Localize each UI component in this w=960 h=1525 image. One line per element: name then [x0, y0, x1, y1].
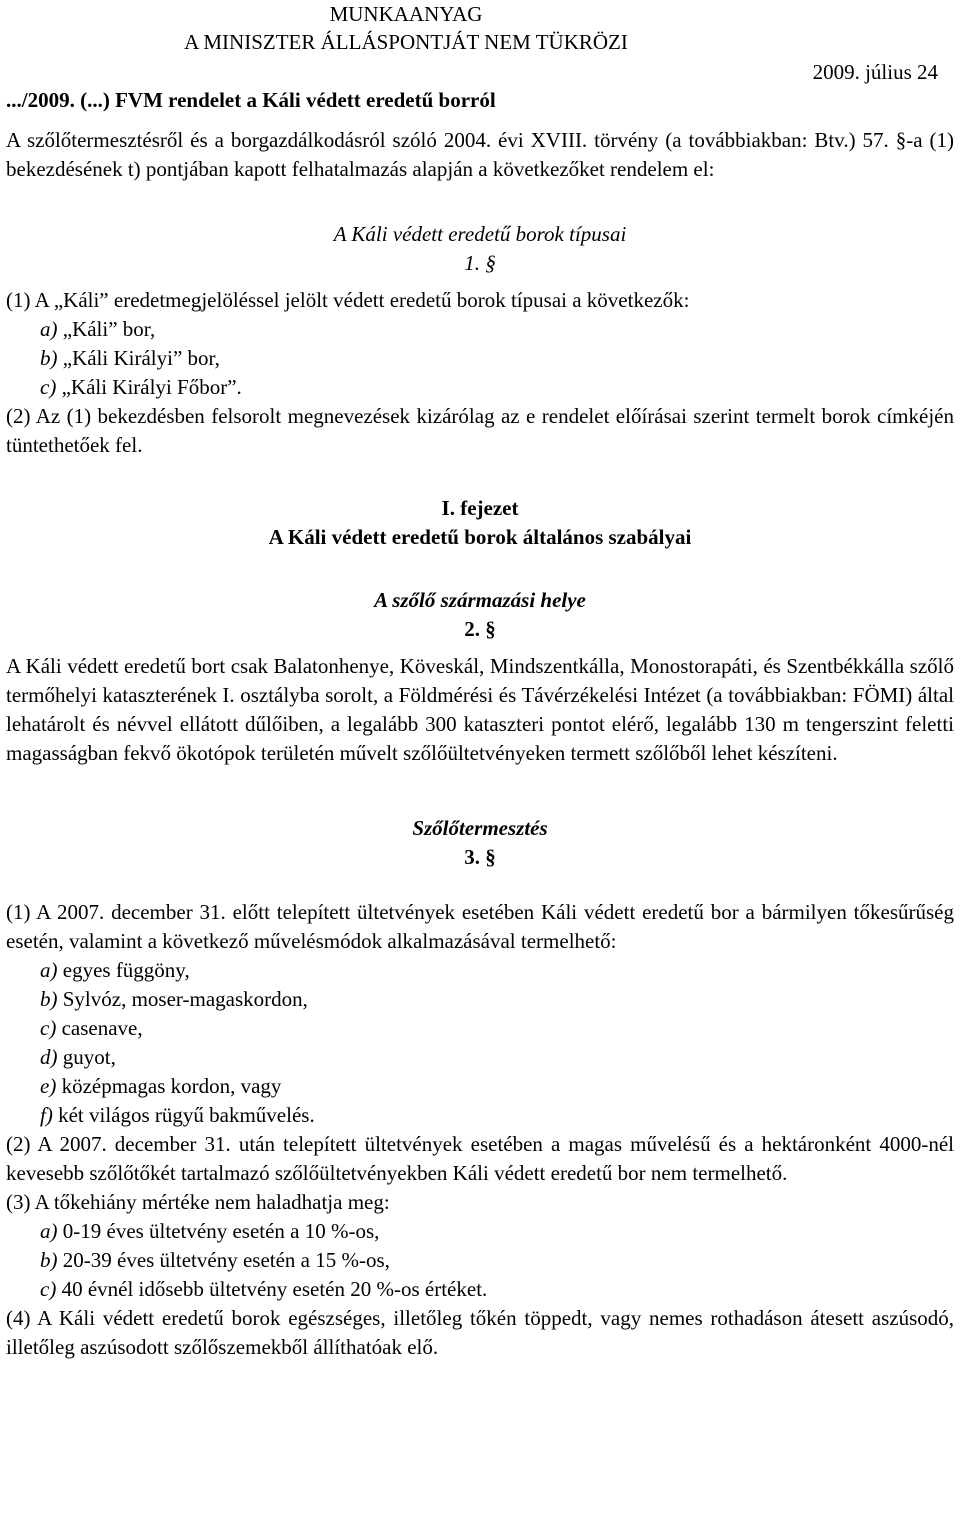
- list-item: [6, 1014, 954, 1043]
- list-letter: a): [40, 1219, 58, 1243]
- document-date: 2009. július 24: [812, 60, 938, 84]
- draft-header: [126, 0, 686, 56]
- section-2-heading: A szőlő származási helye: [374, 588, 586, 612]
- section-3-paragraph-4: (4) A Káli védett eredetű borok egészséges, illetőleg tőkén töppedt, vagy nemes rothadáson átesett aszúsodó, illetőleg aszúsodott szőlőszemekből állíthatóak elő.: [6, 1306, 954, 1359]
- list-letter: e): [40, 1074, 57, 1098]
- list-text: casenave,: [61, 1016, 143, 1040]
- section-3-number: 3. §: [464, 845, 496, 869]
- list-letter: d): [40, 1045, 58, 1069]
- list-letter: b): [40, 346, 58, 370]
- list-item: [6, 1043, 954, 1072]
- list-item: [6, 315, 954, 344]
- list-item: [6, 1217, 954, 1246]
- section-1-heading: A Káli védett eredetű borok típusai: [333, 222, 627, 246]
- section-2-text: A Káli védett eredetű bort csak Balatonhenye, Köveskál, Mindszentkálla, Monostorapáti, és Szentbékkálla szőlő termőhelyi kataszterének I. osztályba sorolt, a Földmérési és Távérzékelési Intézet (a továbbiakban: FÖMI) által lehatárolt és névvel ellátott dűlőiben, a legalább 300 kataszteri pontot elérő, legalább 130 m tengerszint feletti magasságban fekvő ökotópok területén művelt szőlőültetvényeken termett szőlőből lehet készíteni.: [6, 654, 954, 765]
- list-text: „Káli” bor,: [62, 317, 156, 341]
- list-text: 0-19 éves ültetvény esetén a 10 %-os,: [62, 1219, 380, 1243]
- list-text: guyot,: [62, 1045, 116, 1069]
- list-text: 20-39 éves ültetvény esetén a 15 %-os,: [62, 1248, 390, 1272]
- list-text: „Káli Királyi” bor,: [62, 346, 220, 370]
- list-item: [6, 1246, 954, 1275]
- section-2-number: 2. §: [464, 617, 496, 641]
- list-text: két világos rügyű bakművelés.: [58, 1103, 315, 1127]
- list-letter: b): [40, 987, 58, 1011]
- preamble: A szőlőtermesztésről és a borgazdálkodásról szóló 2004. évi XVIII. törvény (a továbbiakban: Btv.) 57. §-a (1) bekezdésének t) pontjában kapott felhatalmazás alapján a következőket rendelem el:: [6, 128, 954, 181]
- section-3-paragraph-1: (1) A 2007. december 31. előtt telepített ültetvények esetében Káli védett eredetű bor a bármilyen tőkesűrűség esetén, valamint a következő művelésmódok alkalmazásával termelhető:: [6, 900, 954, 953]
- list-letter: f): [40, 1103, 53, 1127]
- chapter-label: I. fejezet: [441, 496, 519, 520]
- list-text: „Káli Királyi Főbor”.: [61, 375, 242, 399]
- list-item: [6, 1101, 954, 1130]
- list-item: [6, 373, 954, 402]
- list-item: [6, 985, 954, 1014]
- section-3-paragraph-3: (3) A tőkehiány mértéke nem haladhatja meg:: [6, 1190, 390, 1214]
- section-1-paragraph-2: (2) Az (1) bekezdésben felsorolt megnevezések kizárólag az e rendelet előírásai szerint termelt borok címkéjén tüntethetőek fel.: [6, 404, 954, 457]
- list-item: [6, 344, 954, 373]
- draft-label: MUNKAANYAG: [329, 2, 483, 26]
- list-letter: c): [40, 1277, 57, 1301]
- document-page: [6, 0, 954, 1362]
- list-item: [6, 1072, 954, 1101]
- list-item: [6, 956, 954, 985]
- list-letter: c): [40, 375, 57, 399]
- list-letter: a): [40, 958, 58, 982]
- list-letter: c): [40, 1016, 57, 1040]
- section-3-paragraph-2: (2) A 2007. december 31. után telepített ültetvények esetében a magas művelésű és a hektáronként 4000-nél kevesebb szőlőtőkét tartalmazó szőlőültetvényekben Káli védett eredetű bor nem termelhető.: [6, 1132, 954, 1185]
- list-text: 40 évnél idősebb ültetvény esetén 20 %-os értéket.: [61, 1277, 488, 1301]
- list-letter: a): [40, 317, 58, 341]
- list-text: középmagas kordon, vagy: [61, 1074, 282, 1098]
- list-text: egyes függöny,: [62, 958, 190, 982]
- section-3-heading: Szőlőtermesztés: [412, 816, 548, 840]
- draft-disclaimer: A MINISZTER ÁLLÁSPONTJÁT NEM TÜKRÖZI: [184, 30, 628, 54]
- list-letter: b): [40, 1248, 58, 1272]
- chapter-title: A Káli védett eredetű borok általános szabályai: [268, 525, 692, 549]
- section-1-paragraph-1: (1) A „Káli” eredetmegjelöléssel jelölt védett eredetű borok típusai a következők:: [6, 288, 690, 312]
- document-title: .../2009. (...) FVM rendelet a Káli védett eredetű borról: [6, 88, 496, 112]
- list-item: [6, 1275, 954, 1304]
- section-1-number: 1. §: [464, 251, 496, 275]
- list-text: Sylvóz, moser-magaskordon,: [62, 987, 308, 1011]
